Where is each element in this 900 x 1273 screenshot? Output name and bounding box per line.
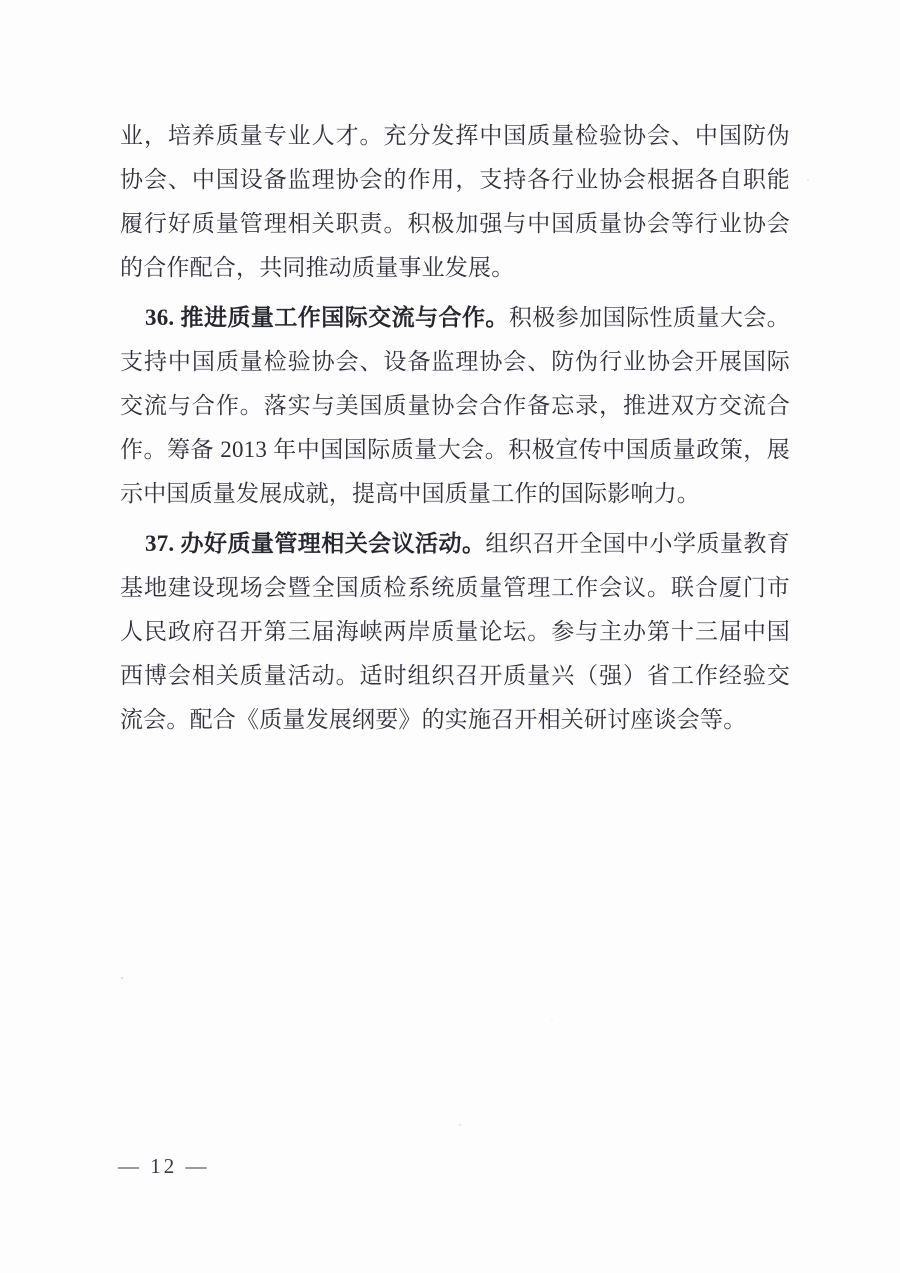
page-number: — 12 — <box>118 1154 210 1178</box>
paragraph-continuation <box>120 114 790 290</box>
paragraph-37-heading: 37. 办好质量管理相关会议活动。 <box>145 531 486 556</box>
paragraph-text: 组织召开全国中小学质量教育基地建设现场会暨全国质检系统质量管理工作会议。联合厦门市人民政府召开第三届海峡两岸质量论坛。参与主办第十三届中国西博会相关质量活动。适时组织召开质量兴（强）省工作经验交流会。配合《质量发展纲要》的实施召开相关研讨座谈会等。 <box>120 531 790 732</box>
paragraph-36-heading: 36. 推进质量工作国际交流与合作。 <box>145 305 509 330</box>
document-body <box>120 114 790 742</box>
paragraph-item-37 <box>120 522 790 742</box>
paragraph-item-36 <box>120 296 790 516</box>
paragraph-text: 业，培养质量专业人才。充分发挥中国质量检验协会、中国防伪协会、中国设备监理协会的作用，支持各行业协会根据各自职能履行好质量管理相关职责。积极加强与中国质量协会等行业协会的合作配合，共同推动质量事业发展。 <box>120 123 790 280</box>
paragraph-text: 积极参加国际性质量大会。支持中国质量检验协会、设备监理协会、防伪行业协会开展国际交流与合作。落实与美国质量协会合作备忘录，推进双方交流合作。筹备 2013 年中国国际质量大会。积极宣传中国质量政策，展示中国质量发展成就，提高中国质量工作的国际影响力。 <box>120 305 790 506</box>
